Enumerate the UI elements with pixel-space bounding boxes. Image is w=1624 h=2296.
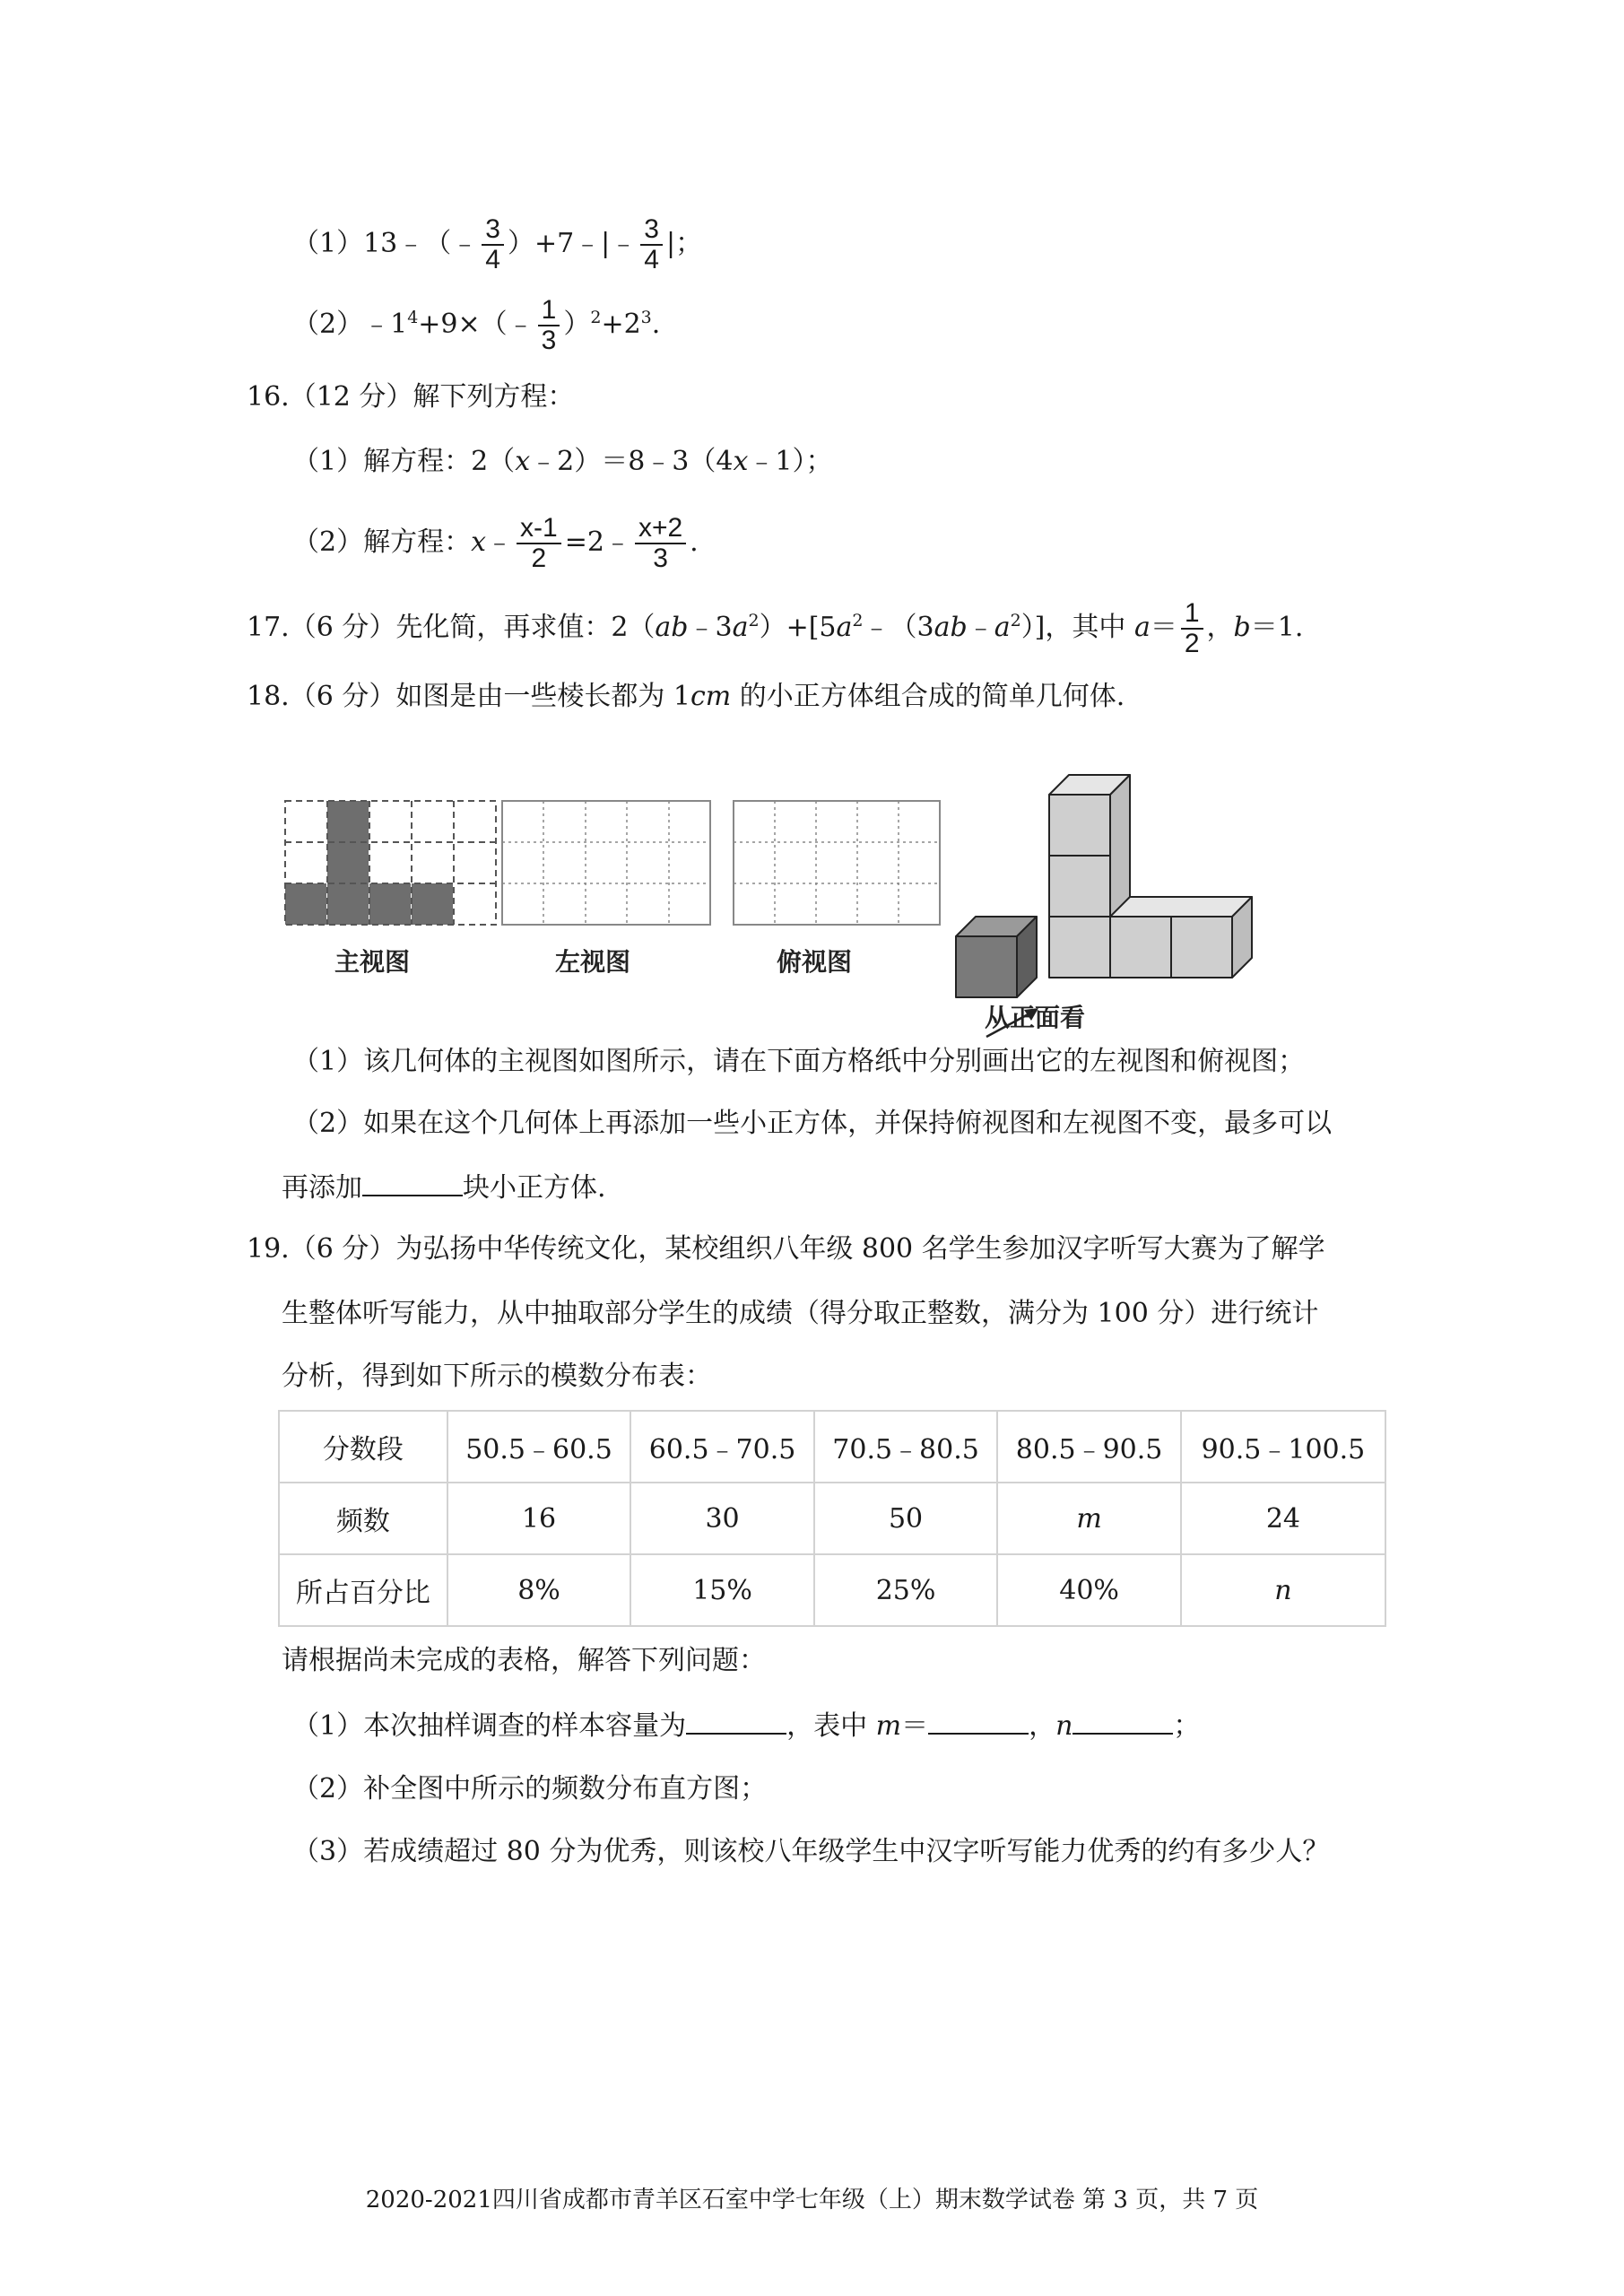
- q19-instruction: 请根据尚未完成的表格，解答下列问题：: [282, 1645, 766, 1676]
- answer-blank: [1073, 1708, 1173, 1735]
- table-row: [279, 1554, 1385, 1626]
- top-view-grid: [734, 801, 940, 925]
- q15-part2: $(2)﹣1^4+9\times(﹣$ $\frac{1}{3}$ ）$^2+2^3$.: [292, 295, 661, 355]
- table-cell: 24: [1181, 1483, 1385, 1554]
- q18-part1: （1）该几何体的主视图如图所示，请在下面方格纸中分别画出它的左视图和俯视图；: [292, 1046, 1306, 1077]
- answer-blank: [686, 1708, 786, 1735]
- q19-line2: 生整体听写能力，从中抽取部分学生的成绩（得分取正整数，满分为 100 分）进行统计: [282, 1298, 1319, 1329]
- table-cell: 所占百分比: [279, 1554, 447, 1626]
- q16-title: 16.（12 分）解下列方程：: [247, 381, 575, 413]
- fraction: $\frac{x+2}{3}$: [635, 514, 686, 573]
- table-cell: 8%: [447, 1554, 631, 1626]
- q19-part3: （3）若成绩超过 80 分为优秀，则该校八年级学生中汉字听写能力优秀的约有多少人？: [292, 1836, 1330, 1867]
- caption-left-view: 左视图: [555, 947, 631, 977]
- table-cell: 15%: [630, 1554, 814, 1626]
- q15-part1: （1）13﹣（﹣ $\frac{3}{4}$ ）+7﹣|﹣ $\frac{3}{4}$ |；: [292, 214, 703, 274]
- caption-front-view: 主视图: [334, 947, 411, 977]
- table-cell: 60.5﹣70.5: [630, 1411, 814, 1483]
- q19-line1: 19.（6 分）为弘扬中华传统文化，某校组织八年级 800 名学生参加汉字听写大赛为了解学: [247, 1233, 1325, 1265]
- q16-part2: （2）解方程：x﹣ $\frac{x-1}{2}$ =2﹣ $\frac{x+2}{3}$ .: [292, 513, 699, 573]
- q19-part1: （1）本次抽样调查的样本容量为 ，表中 m＝ ，n ；: [292, 1708, 1200, 1744]
- answer-blank: [362, 1170, 463, 1196]
- q18-title: 18.（6 分）如图是由一些棱长都为 1cm 的小正方体组合成的简单几何体.: [247, 681, 1125, 712]
- table-cell: 分数段: [279, 1411, 447, 1483]
- table-cell: 40%: [997, 1554, 1181, 1626]
- fraction: $\frac{1}{2}$: [1181, 599, 1203, 658]
- q16-part1: （1）解方程：2（x﹣2）＝8﹣3（4x﹣1）；: [292, 446, 833, 477]
- fraction: $\frac{3}{4}$: [482, 215, 504, 274]
- table-cell: m: [997, 1483, 1181, 1554]
- table-cell: 80.5﹣90.5: [997, 1411, 1181, 1483]
- caption-from-front: 从正面看: [985, 1003, 1086, 1032]
- table-cell: 16: [447, 1483, 631, 1554]
- table-row: [279, 1411, 1385, 1483]
- table-cell: 50: [814, 1483, 998, 1554]
- table-cell: 30: [630, 1483, 814, 1554]
- q18-part2-line1: （2）如果在这个几何体上再添加一些小正方体，并保持俯视图和左视图不变，最多可以: [292, 1108, 1333, 1139]
- fraction: $\frac{1}{3}$: [538, 296, 560, 355]
- q18-part2-line2: 再添加 块小正方体.: [282, 1170, 606, 1206]
- fraction: $\frac{3}{4}$: [640, 215, 663, 274]
- fraction: $\frac{x-1}{2}$: [517, 514, 561, 573]
- page-footer: 2020-2021四川省成都市青羊区石室中学七年级（上）期末数学试卷 第 3 页，共 7 页: [365, 2187, 1259, 2213]
- front-view-grid: [285, 801, 496, 925]
- q17: 17.（6 分）先化简，再求值：$2(ab﹣3a^2)+[5a^2﹣(3ab﹣a^2)]$，其中 a＝ $\frac{1}{2}$ ，b＝1.: [247, 598, 1304, 658]
- table-cell: n: [1181, 1554, 1385, 1626]
- table-cell: 90.5﹣100.5: [1181, 1411, 1385, 1483]
- q18-figure: [269, 718, 1273, 1040]
- answer-blank: [928, 1708, 1029, 1735]
- table-cell: 25%: [814, 1554, 998, 1626]
- left-view-grid: [502, 801, 710, 925]
- q19-line3: 分析，得到如下所示的模数分布表：: [282, 1361, 712, 1392]
- table-cell: 频数: [279, 1483, 447, 1554]
- table-cell: 70.5﹣80.5: [814, 1411, 998, 1483]
- table-row: [279, 1483, 1385, 1554]
- q19-part2: （2）补全图中所示的频数分布直方图；: [292, 1773, 768, 1805]
- table-cell: 50.5﹣60.5: [447, 1411, 631, 1483]
- frequency-table: [278, 1410, 1386, 1627]
- caption-top-view: 俯视图: [777, 947, 853, 977]
